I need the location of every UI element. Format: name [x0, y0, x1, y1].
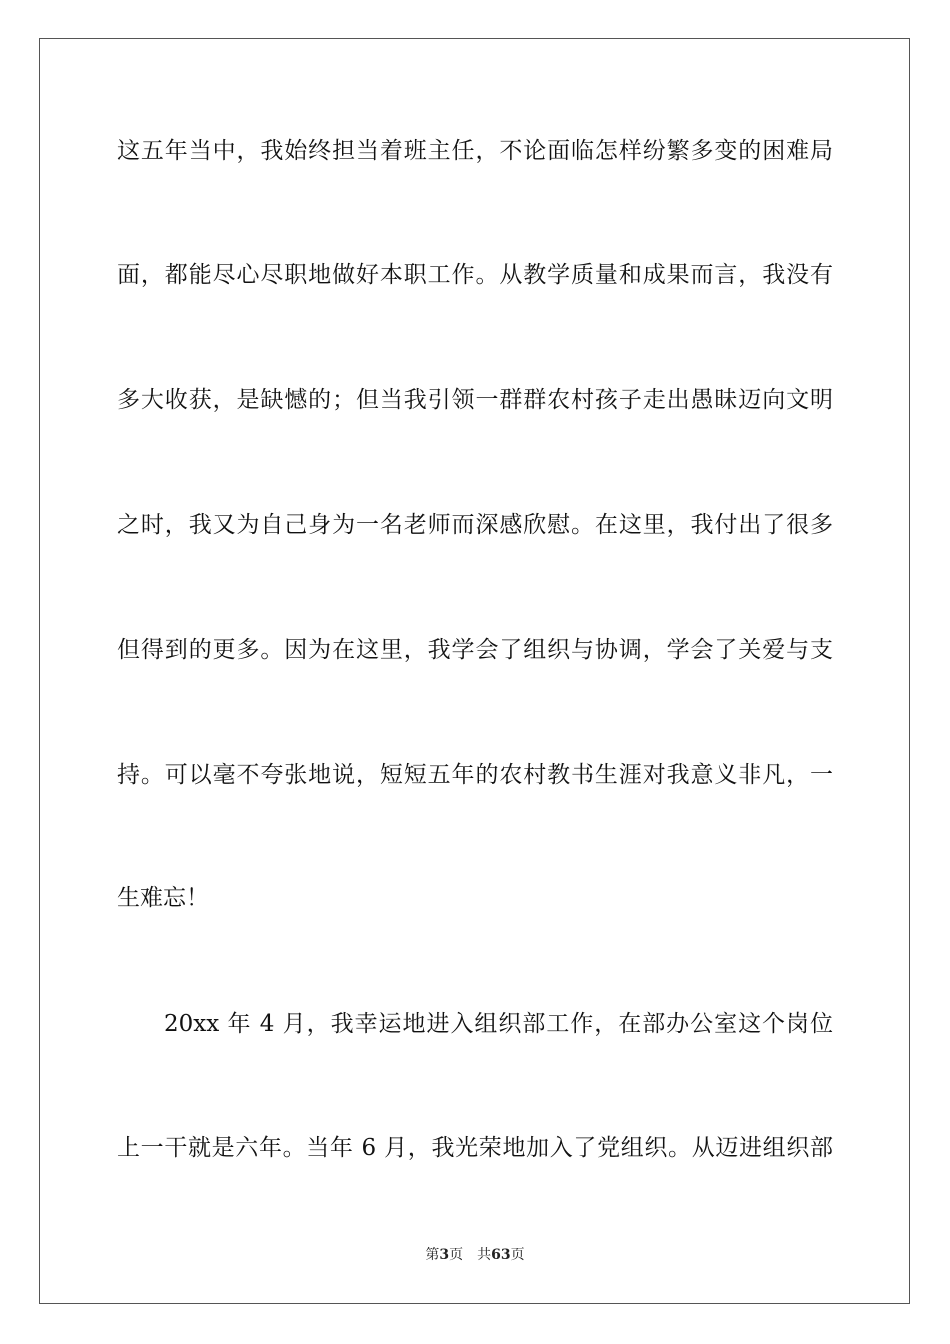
body-line-3: 多大收获，是缺憾的；但当我引领一群群农村孩子走出愚昧迈向文明: [117, 387, 833, 413]
total-suffix: 页: [510, 1247, 525, 1263]
page-footer: [0, 1245, 950, 1265]
page-border: [39, 38, 910, 1304]
body-line-7: 生难忘！: [117, 885, 209, 911]
total-prefix: 共: [477, 1247, 492, 1263]
page-number: 3: [439, 1247, 450, 1263]
body-line-2: 面，都能尽心尽职地做好本职工作。从教学质量和成果而言，我没有: [117, 262, 833, 288]
page-prefix: 第: [425, 1247, 440, 1263]
body-line-9: 上一干就是六年。当年 6 月，我光荣地加入了党组织。从迈进组织部: [117, 1135, 833, 1161]
body-line-8: 20xx 年 4 月，我幸运地进入组织部工作，在部办公室这个岗位: [164, 1011, 833, 1037]
body-line-6: 持。可以毫不夸张地说，短短五年的农村教书生涯对我意义非凡，一: [117, 762, 833, 788]
body-line-1: 这五年当中，我始终担当着班主任，不论面临怎样纷繁多变的困难局: [117, 138, 833, 164]
body-line-4: 之时，我又为自己身为一名老师而深感欣慰。在这里，我付出了很多: [117, 512, 833, 538]
page-suffix: 页: [449, 1247, 464, 1263]
total-pages: 63: [491, 1247, 511, 1263]
body-line-5: 但得到的更多。因为在这里，我学会了组织与协调，学会了关爱与支: [117, 637, 833, 663]
